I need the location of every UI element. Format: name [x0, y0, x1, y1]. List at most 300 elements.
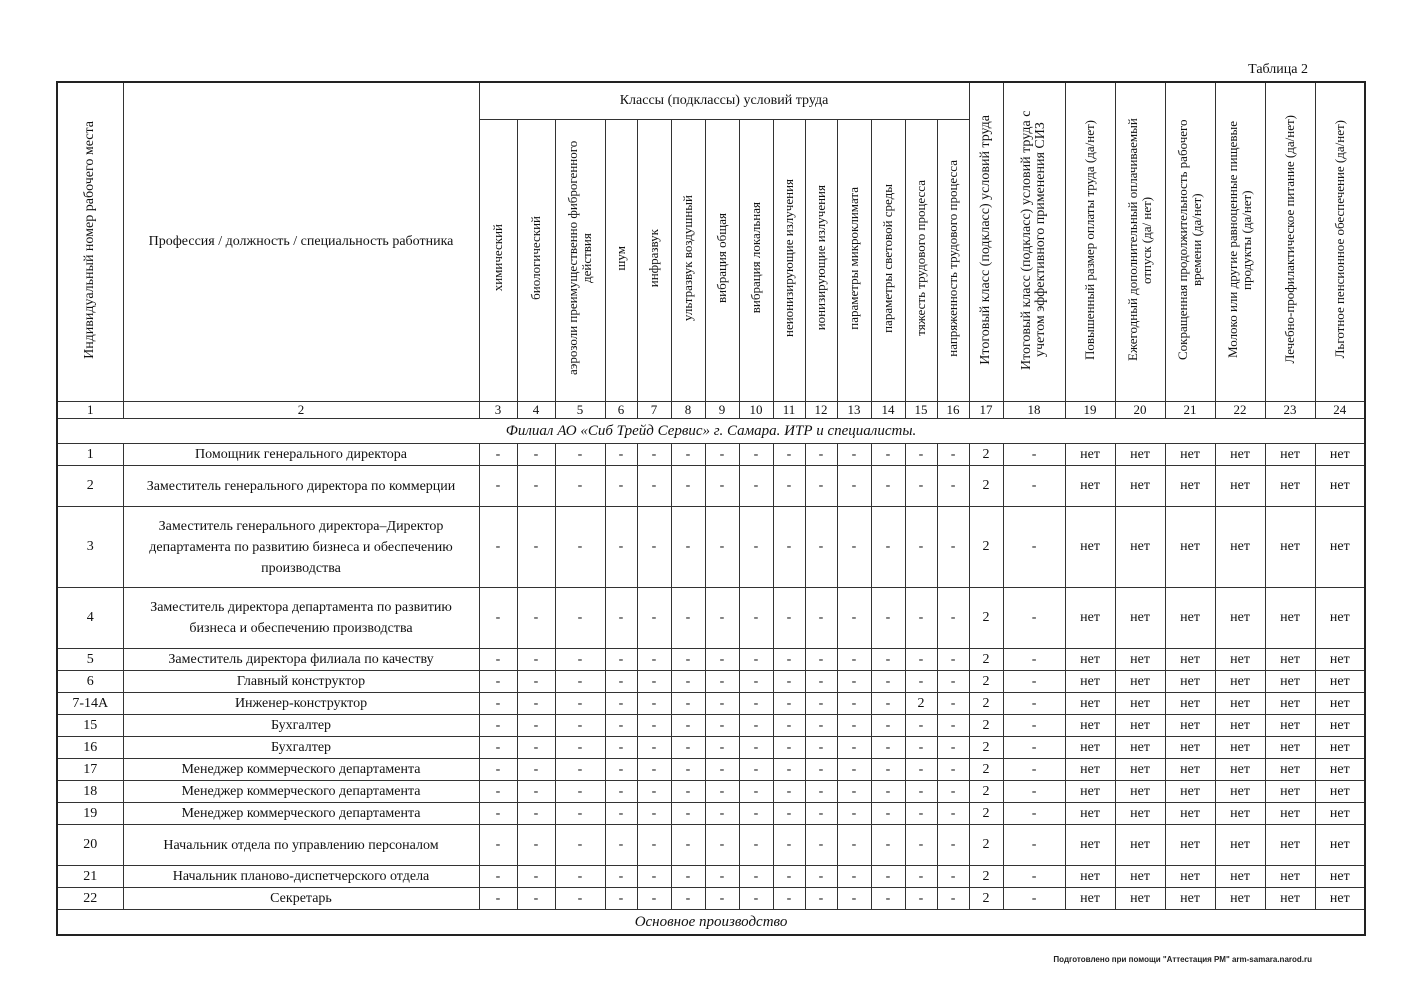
column-number: 20 [1115, 402, 1165, 419]
header-factor: ионизирующие излучения [805, 120, 837, 402]
header-factor: шум [605, 120, 637, 402]
table-cell: нет [1115, 588, 1165, 649]
table-cell: нет [1065, 588, 1115, 649]
table-cell: - [1003, 781, 1065, 803]
table-cell: - [517, 825, 555, 866]
table-cell: 2 [969, 507, 1003, 588]
profession-cell: Заместитель генерального директора–Директор департамента по развитию бизнеса и обеспечению производства [123, 507, 479, 588]
workplace-number: 4 [57, 588, 123, 649]
table-cell: нет [1165, 649, 1215, 671]
table-row [57, 715, 1365, 737]
table-cell: нет [1215, 888, 1265, 910]
table-cell: - [773, 693, 805, 715]
table-cell: - [739, 507, 773, 588]
table-cell: - [1003, 825, 1065, 866]
table-cell: - [837, 888, 871, 910]
profession-cell: Менеджер коммерческого департамента [123, 759, 479, 781]
column-number: 22 [1215, 402, 1265, 419]
table-cell: - [479, 693, 517, 715]
workplace-number: 7-14А [57, 693, 123, 715]
header-guarantee-milk: Молоко или другие равноценные пищевые продукты (да/нет) [1215, 82, 1265, 402]
table-cell: - [739, 803, 773, 825]
table-cell: - [837, 715, 871, 737]
workplace-number: 22 [57, 888, 123, 910]
table-cell: нет [1065, 888, 1115, 910]
table-cell: - [637, 466, 671, 507]
table-cell: - [871, 825, 905, 866]
table-cell: нет [1165, 507, 1215, 588]
table-cell: - [773, 737, 805, 759]
table-cell: - [739, 649, 773, 671]
table-cell: нет [1065, 649, 1115, 671]
table-cell: - [837, 466, 871, 507]
table-cell: нет [1065, 715, 1115, 737]
table-cell: - [671, 759, 705, 781]
table-cell: нет [1265, 866, 1315, 888]
table-cell: нет [1165, 759, 1215, 781]
table-cell: - [517, 444, 555, 466]
table-cell: нет [1265, 466, 1315, 507]
table-row [57, 649, 1365, 671]
table-cell: - [739, 759, 773, 781]
table-cell: - [705, 671, 739, 693]
header-guarantee-pay: Повышенный размер оплаты труда (да/нет) [1065, 82, 1115, 402]
table-cell: - [517, 737, 555, 759]
table-cell: - [479, 781, 517, 803]
header-factor: параметры микроклимата [837, 120, 871, 402]
table-cell: - [705, 759, 739, 781]
table-cell: - [671, 866, 705, 888]
table-cell: - [705, 588, 739, 649]
table-cell: - [517, 466, 555, 507]
table-cell: нет [1315, 588, 1365, 649]
table-cell: - [937, 781, 969, 803]
table-cell: - [871, 671, 905, 693]
table-cell: - [705, 466, 739, 507]
table-row [57, 866, 1365, 888]
table-cell: нет [1265, 737, 1315, 759]
table-cell: - [517, 781, 555, 803]
table-cell: нет [1315, 888, 1365, 910]
table-cell: - [773, 825, 805, 866]
table-cell: - [605, 715, 637, 737]
table-cell: - [739, 866, 773, 888]
header-guarantee-vacation: Ежегодный дополнительный оплачиваемый отпуск (да/ нет) [1115, 82, 1165, 402]
header-factor: вибрация общая [705, 120, 739, 402]
table-cell: нет [1215, 866, 1265, 888]
workplace-number: 1 [57, 444, 123, 466]
table-cell: нет [1065, 693, 1115, 715]
header-factor: биологический [517, 120, 555, 402]
table-cell: - [555, 803, 605, 825]
table-cell: - [937, 759, 969, 781]
table-cell: - [479, 737, 517, 759]
column-number: 14 [871, 402, 905, 419]
table-cell: - [605, 888, 637, 910]
section-title: Основное производство [57, 910, 1365, 936]
workplace-number: 20 [57, 825, 123, 866]
table-cell: нет [1165, 444, 1215, 466]
table-cell: - [871, 737, 905, 759]
table-cell: нет [1165, 671, 1215, 693]
column-number: 6 [605, 402, 637, 419]
table-cell: - [479, 671, 517, 693]
table-cell: - [773, 444, 805, 466]
column-number: 5 [555, 402, 605, 419]
table-cell: 2 [969, 466, 1003, 507]
table-cell: нет [1265, 825, 1315, 866]
workplace-number: 2 [57, 466, 123, 507]
table-cell: нет [1065, 507, 1115, 588]
table-cell: нет [1265, 588, 1315, 649]
table-cell: - [555, 466, 605, 507]
workplace-number: 19 [57, 803, 123, 825]
table-cell: - [479, 715, 517, 737]
table-cell: - [671, 466, 705, 507]
table-cell: - [479, 825, 517, 866]
table-cell: - [555, 588, 605, 649]
table-cell: - [871, 466, 905, 507]
table-cell: нет [1065, 866, 1115, 888]
working-conditions-table [56, 81, 1366, 936]
table-cell: - [1003, 888, 1065, 910]
header-factor: ультразвук воздушный [671, 120, 705, 402]
table-cell: - [517, 803, 555, 825]
table-cell: нет [1165, 466, 1215, 507]
table-cell: - [517, 693, 555, 715]
table-cell: - [555, 737, 605, 759]
table-cell: нет [1165, 888, 1215, 910]
table-cell: - [1003, 693, 1065, 715]
column-number: 16 [937, 402, 969, 419]
table-cell: - [739, 781, 773, 803]
table-cell: - [1003, 507, 1065, 588]
table-cell: - [739, 715, 773, 737]
table-cell: - [871, 803, 905, 825]
table-cell: - [555, 759, 605, 781]
table-cell: - [555, 444, 605, 466]
table-cell: - [1003, 759, 1065, 781]
table-cell: - [605, 444, 637, 466]
table-cell: - [637, 825, 671, 866]
table-cell: - [605, 825, 637, 866]
table-cell: - [773, 588, 805, 649]
header-factor: параметры световой среды [871, 120, 905, 402]
table-cell: - [937, 649, 969, 671]
table-cell: - [479, 507, 517, 588]
profession-cell: Секретарь [123, 888, 479, 910]
table-cell: нет [1115, 825, 1165, 866]
table-cell: - [555, 693, 605, 715]
column-number: 24 [1315, 402, 1365, 419]
table-cell: - [555, 825, 605, 866]
table-cell: нет [1115, 759, 1165, 781]
table-cell: нет [1115, 715, 1165, 737]
table-cell: - [517, 671, 555, 693]
column-number: 2 [123, 402, 479, 419]
column-number: 23 [1265, 402, 1315, 419]
table-cell: нет [1165, 825, 1215, 866]
table-cell: - [671, 444, 705, 466]
table-cell: - [555, 671, 605, 693]
footer-note: Подготовлено при помощи "Аттестация РМ" arm-samara.narod.ru [1053, 955, 1312, 964]
table-cell: - [905, 671, 937, 693]
table-cell: нет [1265, 671, 1315, 693]
table-cell: - [605, 649, 637, 671]
table-cell: - [1003, 737, 1065, 759]
table-cell: - [1003, 649, 1065, 671]
table-cell: - [517, 715, 555, 737]
table-cell: нет [1115, 737, 1165, 759]
table-cell: нет [1315, 759, 1365, 781]
profession-cell: Начальник планово-диспетчерского отдела [123, 866, 479, 888]
table-cell: 2 [969, 866, 1003, 888]
table-cell: - [671, 781, 705, 803]
column-number: 1 [57, 402, 123, 419]
table-cell: - [705, 444, 739, 466]
workplace-number: 5 [57, 649, 123, 671]
table-cell: - [905, 737, 937, 759]
table-cell: - [555, 866, 605, 888]
table-row [57, 444, 1365, 466]
column-number: 17 [969, 402, 1003, 419]
profession-cell: Менеджер коммерческого департамента [123, 781, 479, 803]
table-cell: нет [1315, 693, 1365, 715]
table-cell: - [871, 715, 905, 737]
table-cell: нет [1315, 507, 1365, 588]
table-cell: - [1003, 866, 1065, 888]
profession-cell: Заместитель директора департамента по развитию бизнеса и обеспечению производства [123, 588, 479, 649]
table-cell: нет [1315, 649, 1365, 671]
table-cell: нет [1065, 466, 1115, 507]
table-cell: - [805, 444, 837, 466]
table-cell: нет [1215, 715, 1265, 737]
table-cell: 2 [969, 715, 1003, 737]
table-cell: 2 [969, 444, 1003, 466]
table-cell: нет [1265, 759, 1315, 781]
column-number: 8 [671, 402, 705, 419]
table-cell: - [805, 803, 837, 825]
header-factor: инфразвук [637, 120, 671, 402]
column-number: 3 [479, 402, 517, 419]
table-cell: - [671, 693, 705, 715]
table-cell: - [805, 888, 837, 910]
table-cell: нет [1315, 866, 1365, 888]
header-guarantee-pension: Льготное пенсионное обеспечение (да/нет) [1315, 82, 1365, 402]
table-cell: - [637, 803, 671, 825]
table-cell: - [937, 671, 969, 693]
table-cell: нет [1265, 507, 1315, 588]
table-cell: 2 [969, 588, 1003, 649]
workplace-number: 3 [57, 507, 123, 588]
table-cell: - [905, 866, 937, 888]
table-row [57, 588, 1365, 649]
table-cell: - [773, 507, 805, 588]
table-cell: - [937, 825, 969, 866]
table-cell: нет [1115, 507, 1165, 588]
table-cell: нет [1265, 803, 1315, 825]
table-cell: - [671, 888, 705, 910]
column-number: 18 [1003, 402, 1065, 419]
table-cell: - [773, 671, 805, 693]
table-cell: - [739, 693, 773, 715]
table-cell: - [871, 649, 905, 671]
table-cell: 2 [969, 649, 1003, 671]
table-cell: - [805, 866, 837, 888]
table-cell: - [739, 466, 773, 507]
column-number: 13 [837, 402, 871, 419]
table-cell: нет [1215, 466, 1265, 507]
table-cell: - [905, 649, 937, 671]
table-cell: - [479, 803, 517, 825]
table-cell: нет [1065, 759, 1115, 781]
table-cell: нет [1065, 803, 1115, 825]
table-cell: - [837, 649, 871, 671]
table-cell: нет [1315, 444, 1365, 466]
table-cell: - [1003, 444, 1065, 466]
profession-cell: Инженер-конструктор [123, 693, 479, 715]
table-row [57, 737, 1365, 759]
table-cell: нет [1165, 781, 1215, 803]
table-cell: - [905, 507, 937, 588]
table-cell: - [805, 588, 837, 649]
table-cell: - [637, 759, 671, 781]
table-cell: - [671, 737, 705, 759]
profession-cell: Менеджер коммерческого департамента [123, 803, 479, 825]
column-number: 10 [739, 402, 773, 419]
header-workplace-number: Индивидуальный номер рабочего места [57, 82, 123, 402]
table-cell: 2 [969, 781, 1003, 803]
table-cell: нет [1115, 693, 1165, 715]
table-caption: Таблица 2 [1248, 62, 1308, 77]
header-guarantee-hours: Сокращенная продолжительность рабочего времени (да/нет) [1165, 82, 1215, 402]
section-row [57, 419, 1365, 444]
table-cell: - [871, 588, 905, 649]
header-factor: аэрозоли преимущественно фиброгенного действия [555, 120, 605, 402]
table-cell: - [937, 693, 969, 715]
table-cell: - [937, 507, 969, 588]
table-cell: 2 [969, 737, 1003, 759]
table-cell: нет [1115, 866, 1165, 888]
table-cell: - [605, 866, 637, 888]
profession-cell: Помощник генерального директора [123, 444, 479, 466]
table-cell: нет [1315, 803, 1365, 825]
workplace-number: 6 [57, 671, 123, 693]
table-cell: - [905, 588, 937, 649]
table-cell: нет [1215, 825, 1265, 866]
table-cell: - [773, 803, 805, 825]
table-cell: - [637, 693, 671, 715]
table-cell: - [671, 588, 705, 649]
table-cell: нет [1315, 737, 1365, 759]
table-cell: - [605, 781, 637, 803]
table-cell: 2 [969, 671, 1003, 693]
table-cell: - [637, 507, 671, 588]
table-cell: нет [1315, 825, 1365, 866]
table-cell: - [905, 444, 937, 466]
table-row [57, 759, 1365, 781]
table-cell: - [637, 444, 671, 466]
table-cell: - [837, 759, 871, 781]
table-cell: - [671, 507, 705, 588]
table-cell: нет [1265, 693, 1315, 715]
header-factor: тяжесть трудового процесса [905, 120, 937, 402]
table-cell: - [637, 866, 671, 888]
table-cell: - [739, 825, 773, 866]
table-cell: нет [1215, 781, 1265, 803]
table-cell: нет [1115, 781, 1165, 803]
table-cell: нет [1215, 803, 1265, 825]
table-cell: - [739, 588, 773, 649]
table-cell: - [773, 866, 805, 888]
table-cell: 2 [969, 803, 1003, 825]
table-cell: - [739, 444, 773, 466]
table-cell: - [805, 693, 837, 715]
table-cell: нет [1265, 444, 1315, 466]
table-cell: - [871, 781, 905, 803]
table-cell: нет [1215, 671, 1265, 693]
table-cell: - [1003, 715, 1065, 737]
table-cell: - [605, 588, 637, 649]
table-cell: - [837, 803, 871, 825]
table-cell: - [555, 781, 605, 803]
table-cell: - [837, 588, 871, 649]
table-cell: 2 [905, 693, 937, 715]
table-cell: - [605, 466, 637, 507]
table-cell: нет [1165, 588, 1215, 649]
header-final-class: Итоговый класс (подкласс) условий труда [969, 82, 1003, 402]
table-cell: - [605, 507, 637, 588]
table-cell: - [705, 507, 739, 588]
table-cell: - [605, 803, 637, 825]
table-cell: 2 [969, 759, 1003, 781]
table-cell: - [837, 507, 871, 588]
table-cell: - [871, 444, 905, 466]
table-cell: - [705, 888, 739, 910]
table-cell: нет [1265, 888, 1315, 910]
table-cell: нет [1065, 444, 1115, 466]
table-cell: - [739, 888, 773, 910]
table-cell: нет [1115, 649, 1165, 671]
workplace-number: 17 [57, 759, 123, 781]
table-cell: нет [1315, 671, 1365, 693]
table-cell: - [479, 866, 517, 888]
table-cell: 2 [969, 825, 1003, 866]
column-number: 21 [1165, 402, 1215, 419]
table-cell: - [637, 715, 671, 737]
column-number: 9 [705, 402, 739, 419]
table-cell: нет [1165, 866, 1215, 888]
table-cell: - [805, 649, 837, 671]
table-cell: - [1003, 803, 1065, 825]
table-cell: - [671, 649, 705, 671]
table-cell: - [555, 888, 605, 910]
table-cell: - [905, 759, 937, 781]
table-cell: - [937, 715, 969, 737]
table-cell: - [871, 888, 905, 910]
table-row [57, 825, 1365, 866]
table-cell: - [671, 715, 705, 737]
table-cell: - [705, 825, 739, 866]
table-cell: - [705, 781, 739, 803]
table-cell: нет [1315, 466, 1365, 507]
table-cell: 2 [969, 693, 1003, 715]
table-cell: - [905, 715, 937, 737]
table-cell: - [517, 759, 555, 781]
table-cell: - [805, 671, 837, 693]
table-cell: - [937, 803, 969, 825]
column-number: 19 [1065, 402, 1115, 419]
